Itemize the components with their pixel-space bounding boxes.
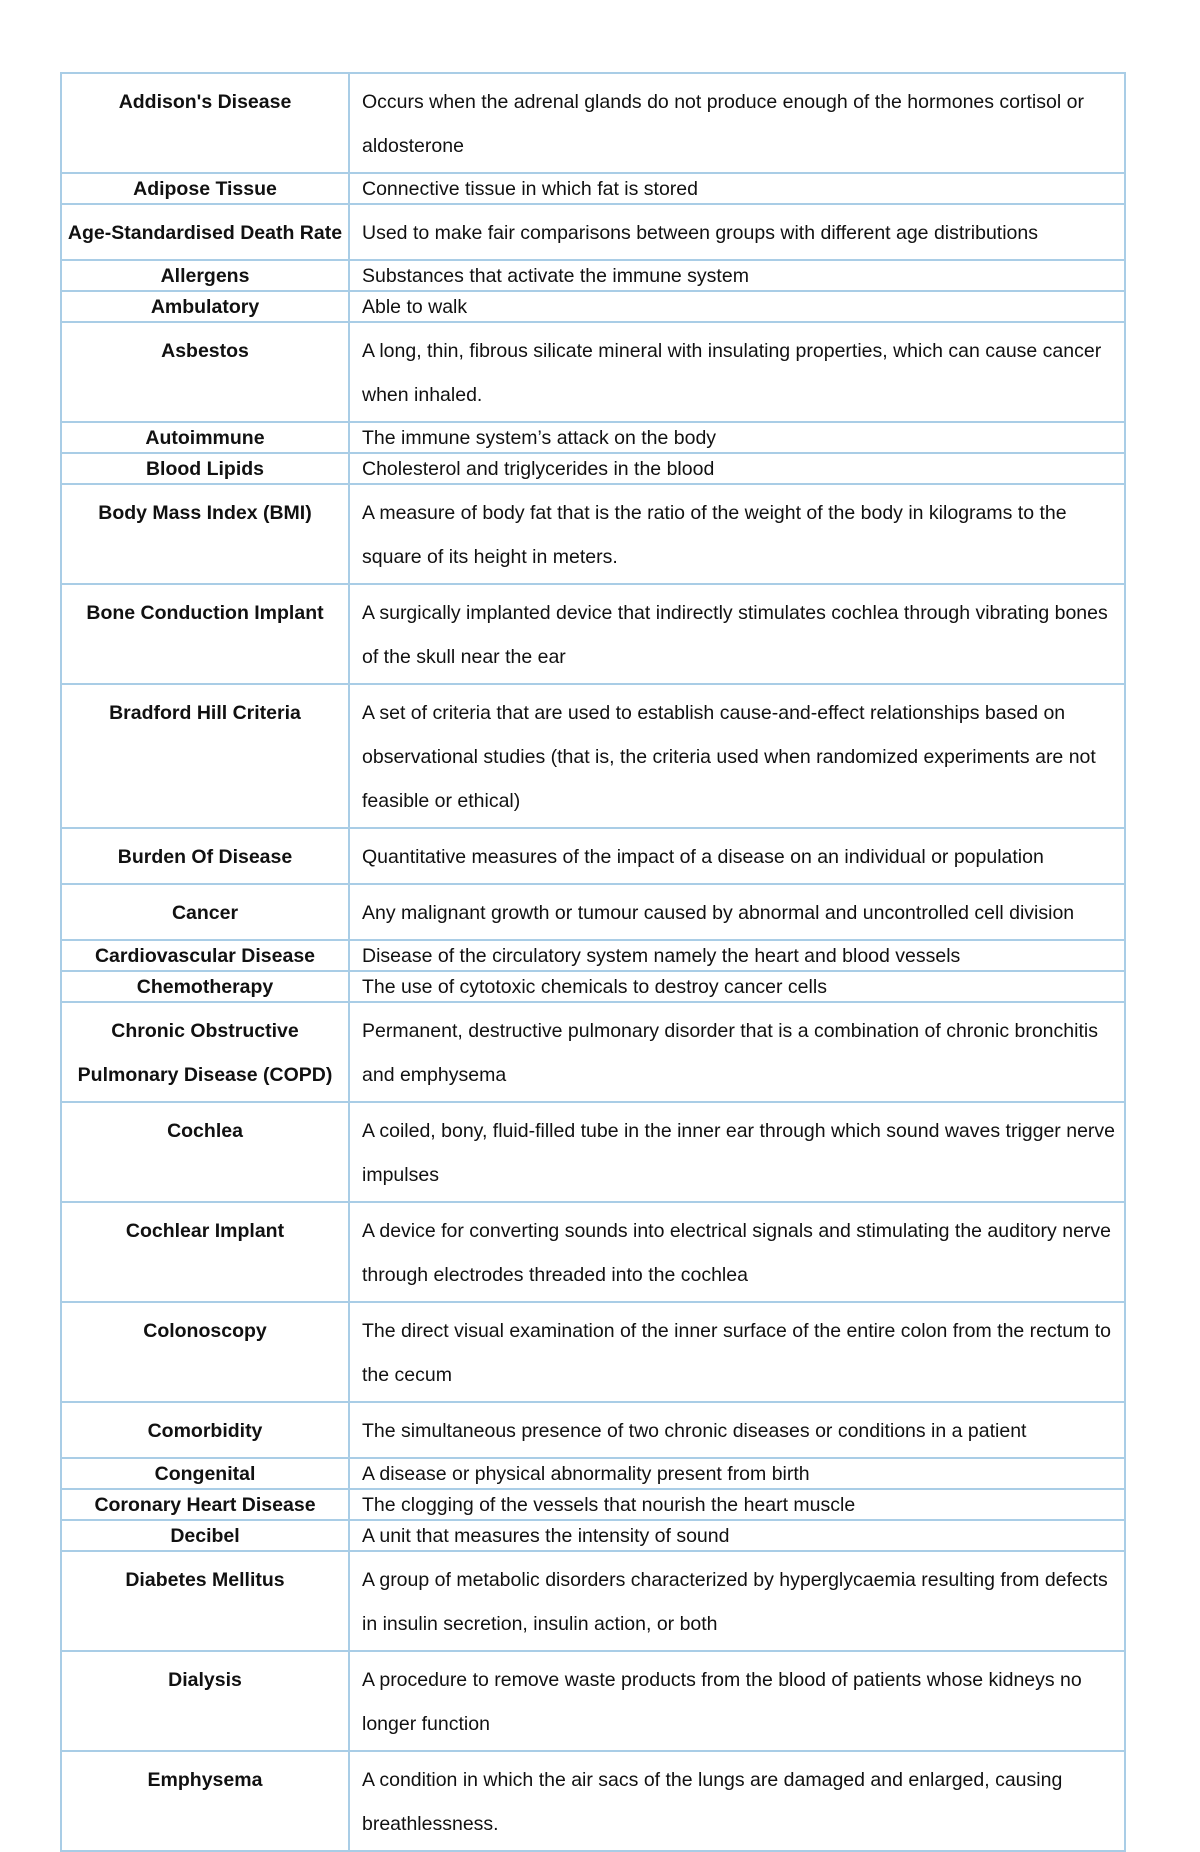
glossary-definition: A unit that measures the intensity of sound xyxy=(349,1520,1125,1551)
glossary-definition: Cholesterol and triglycerides in the blood xyxy=(349,453,1125,484)
glossary-term: Ambulatory xyxy=(61,291,349,322)
table-row xyxy=(61,73,1125,173)
table-row xyxy=(61,884,1125,940)
table-row xyxy=(61,1489,1125,1520)
table-row xyxy=(61,204,1125,260)
glossary-term: Cochlea xyxy=(61,1102,349,1202)
glossary-term: Allergens xyxy=(61,260,349,291)
table-row xyxy=(61,453,1125,484)
glossary-definition: Substances that activate the immune system xyxy=(349,260,1125,291)
glossary-term: Comorbidity xyxy=(61,1402,349,1458)
table-row xyxy=(61,828,1125,884)
glossary-definition: A set of criteria that are used to establish cause-and-effect relationships based on observational studies (that is, the criteria used when randomized experiments are not feasible or ethical) xyxy=(349,684,1125,828)
table-row xyxy=(61,1402,1125,1458)
table-row xyxy=(61,173,1125,204)
glossary-term: Emphysema xyxy=(61,1751,349,1851)
glossary-definition: The clogging of the vessels that nourish the heart muscle xyxy=(349,1489,1125,1520)
table-row xyxy=(61,260,1125,291)
table-row xyxy=(61,940,1125,971)
glossary-term: Blood Lipids xyxy=(61,453,349,484)
glossary-definition: Disease of the circulatory system namely the heart and blood vessels xyxy=(349,940,1125,971)
glossary-term: Burden Of Disease xyxy=(61,828,349,884)
glossary-term: Chemotherapy xyxy=(61,971,349,1002)
glossary-term: Cardiovascular Disease xyxy=(61,940,349,971)
glossary-term: Bradford Hill Criteria xyxy=(61,684,349,828)
glossary-term: Decibel xyxy=(61,1520,349,1551)
glossary-term: Diabetes Mellitus xyxy=(61,1551,349,1651)
glossary-definition: A measure of body fat that is the ratio of the weight of the body in kilograms to the square of its height in meters. xyxy=(349,484,1125,584)
glossary-definition: A disease or physical abnormality present from birth xyxy=(349,1458,1125,1489)
glossary-definition: Able to walk xyxy=(349,291,1125,322)
glossary-term: Cochlear Implant xyxy=(61,1202,349,1302)
glossary-term: Cancer xyxy=(61,884,349,940)
glossary-definition: A device for converting sounds into electrical signals and stimulating the auditory nerve through electrodes threaded into the cochlea xyxy=(349,1202,1125,1302)
glossary-definition: A long, thin, fibrous silicate mineral with insulating properties, which can cause cancer when inhaled. xyxy=(349,322,1125,422)
glossary-definition: A surgically implanted device that indirectly stimulates cochlea through vibrating bones of the skull near the ear xyxy=(349,584,1125,684)
glossary-definition: Any malignant growth or tumour caused by abnormal and uncontrolled cell division xyxy=(349,884,1125,940)
glossary-definition: A procedure to remove waste products from the blood of patients whose kidneys no longer function xyxy=(349,1651,1125,1751)
table-row xyxy=(61,1002,1125,1102)
glossary-term: Age-Standardised Death Rate xyxy=(61,204,349,260)
table-row xyxy=(61,1551,1125,1651)
table-row xyxy=(61,1751,1125,1851)
glossary-term: Dialysis xyxy=(61,1651,349,1751)
glossary-term: Addison's Disease xyxy=(61,73,349,173)
glossary-definition: A coiled, bony, fluid-filled tube in the inner ear through which sound waves trigger nerve impulses xyxy=(349,1102,1125,1202)
table-row xyxy=(61,484,1125,584)
table-row xyxy=(61,1102,1125,1202)
table-row xyxy=(61,684,1125,828)
glossary-term: Congenital xyxy=(61,1458,349,1489)
glossary-definition: The use of cytotoxic chemicals to destroy cancer cells xyxy=(349,971,1125,1002)
glossary-definition: The immune system’s attack on the body xyxy=(349,422,1125,453)
table-row xyxy=(61,291,1125,322)
glossary-term: Colonoscopy xyxy=(61,1302,349,1402)
glossary-definition: The direct visual examination of the inner surface of the entire colon from the rectum to the cecum xyxy=(349,1302,1125,1402)
table-row xyxy=(61,584,1125,684)
glossary-definition: A group of metabolic disorders characterized by hyperglycaemia resulting from defects in insulin secretion, insulin action, or both xyxy=(349,1551,1125,1651)
glossary-term: Body Mass Index (BMI) xyxy=(61,484,349,584)
glossary-term: Autoimmune xyxy=(61,422,349,453)
glossary-table xyxy=(60,72,1126,1852)
table-row xyxy=(61,971,1125,1002)
table-row xyxy=(61,1520,1125,1551)
glossary-term: Bone Conduction Implant xyxy=(61,584,349,684)
table-row xyxy=(61,1458,1125,1489)
glossary-definition: Used to make fair comparisons between groups with different age distributions xyxy=(349,204,1125,260)
glossary-definition: Occurs when the adrenal glands do not produce enough of the hormones cortisol or aldosterone xyxy=(349,73,1125,173)
glossary-definition: Permanent, destructive pulmonary disorder that is a combination of chronic bronchitis and emphysema xyxy=(349,1002,1125,1102)
table-row xyxy=(61,1302,1125,1402)
glossary-definition: The simultaneous presence of two chronic diseases or conditions in a patient xyxy=(349,1402,1125,1458)
table-row xyxy=(61,422,1125,453)
glossary-term: Chronic Obstructive Pulmonary Disease (COPD) xyxy=(61,1002,349,1102)
table-row xyxy=(61,1651,1125,1751)
glossary-definition: Connective tissue in which fat is stored xyxy=(349,173,1125,204)
glossary-term: Asbestos xyxy=(61,322,349,422)
table-row xyxy=(61,1202,1125,1302)
glossary-term: Coronary Heart Disease xyxy=(61,1489,349,1520)
glossary-definition: A condition in which the air sacs of the lungs are damaged and enlarged, causing breathlessness. xyxy=(349,1751,1125,1851)
table-row xyxy=(61,322,1125,422)
glossary-definition: Quantitative measures of the impact of a disease on an individual or population xyxy=(349,828,1125,884)
glossary-term: Adipose Tissue xyxy=(61,173,349,204)
